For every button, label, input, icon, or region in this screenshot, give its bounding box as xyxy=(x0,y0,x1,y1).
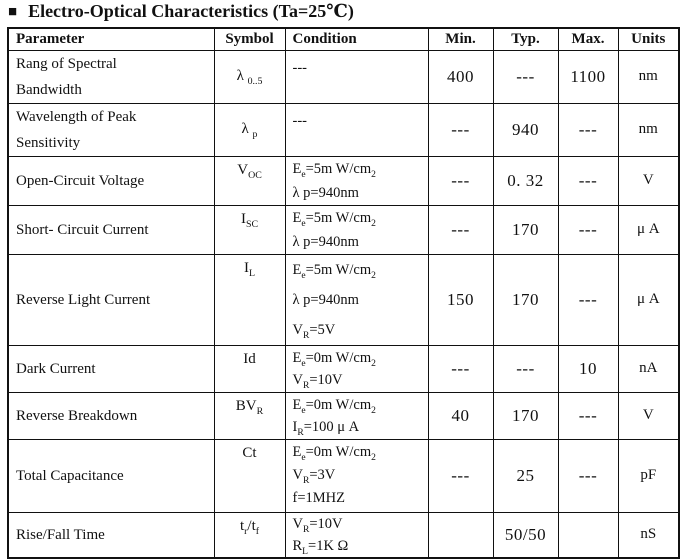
header-units: Units xyxy=(618,28,679,50)
min-cell: --- xyxy=(428,439,493,512)
param-cell: Open-Circuit Voltage xyxy=(8,156,214,205)
table-row xyxy=(8,205,679,254)
typ-cell: --- xyxy=(493,50,558,103)
units-cell: nA xyxy=(618,345,679,392)
typ-cell: 940 xyxy=(493,103,558,156)
symbol-cell: $I_{SC}$ xyxy=(214,205,285,254)
section-bullet-icon: ■ xyxy=(8,4,18,20)
max-cell: --- xyxy=(558,156,618,205)
units-cell: nS xyxy=(618,512,679,558)
min-cell: --- xyxy=(428,103,493,156)
symbol-cell: λ $_{0..5}$ xyxy=(214,50,285,103)
min-cell: --- xyxy=(428,156,493,205)
max-cell xyxy=(558,512,618,558)
units-cell: nm xyxy=(618,103,679,156)
typ-cell: 50/50 xyxy=(493,512,558,558)
param-cell: Rang of Spectral Bandwidth xyxy=(8,50,214,103)
electro-optical-characteristics-table xyxy=(7,27,680,559)
table-row xyxy=(8,156,679,205)
units-cell: nm xyxy=(618,50,679,103)
min-cell: --- xyxy=(428,205,493,254)
param-cell: Total Capacitance xyxy=(8,439,214,512)
section-title xyxy=(8,1,354,22)
max-cell: --- xyxy=(558,392,618,439)
param-cell: Short- Circuit Current xyxy=(8,205,214,254)
units-cell: μ A xyxy=(618,205,679,254)
table-row xyxy=(8,439,679,512)
condition-cell: $E_e=5m$ $W/cm_2$ λ p=940nm $V_R=5V$ xyxy=(285,254,428,345)
table-row xyxy=(8,512,679,558)
table-row xyxy=(8,254,679,345)
max-cell: --- xyxy=(558,254,618,345)
max-cell: --- xyxy=(558,205,618,254)
max-cell: --- xyxy=(558,439,618,512)
condition-cell: $V_R=10V$ $R_L=1K$ Ω xyxy=(285,512,428,558)
condition-cell: $E_e=5m$ $W/cm_2$ λ p=940nm xyxy=(285,205,428,254)
param-cell: Wavelength of Peak Sensitivity xyxy=(8,103,214,156)
min-cell: 40 xyxy=(428,392,493,439)
typ-cell: 25 xyxy=(493,439,558,512)
condition-cell: $E_e=0m$ $W/cm_2$ $V_R=3V$ f=1MHZ xyxy=(285,439,428,512)
condition-cell: $E_e=0m$ $W/cm_2$ $I_R=100$ μ A xyxy=(285,392,428,439)
typ-cell: 170 xyxy=(493,254,558,345)
symbol-cell: Ct xyxy=(214,439,285,512)
min-cell: 400 xyxy=(428,50,493,103)
symbol-cell: λ $_p$ xyxy=(214,103,285,156)
param-cell: Reverse Breakdown xyxy=(8,392,214,439)
header-typ: Typ. xyxy=(493,28,558,50)
units-cell: pF xyxy=(618,439,679,512)
param-cell: Dark Current xyxy=(8,345,214,392)
symbol-cell: $t_r/t_f$ xyxy=(214,512,285,558)
max-cell: 10 xyxy=(558,345,618,392)
header-min: Min. xyxy=(428,28,493,50)
condition-cell: --- xyxy=(285,50,428,103)
header-max: Max. xyxy=(558,28,618,50)
symbol-cell: $V_{OC}$ xyxy=(214,156,285,205)
header-row xyxy=(8,28,679,50)
table-row xyxy=(8,345,679,392)
max-cell: 1100 xyxy=(558,50,618,103)
min-cell: 150 xyxy=(428,254,493,345)
typ-cell: 0. 32 xyxy=(493,156,558,205)
param-cell: Reverse Light Current xyxy=(8,254,214,345)
condition-cell: --- xyxy=(285,103,428,156)
typ-cell: --- xyxy=(493,345,558,392)
units-cell: V xyxy=(618,156,679,205)
max-cell: --- xyxy=(558,103,618,156)
units-cell: μ A xyxy=(618,254,679,345)
table-row xyxy=(8,392,679,439)
min-cell xyxy=(428,512,493,558)
typ-cell: 170 xyxy=(493,392,558,439)
header-symbol: Symbol xyxy=(214,28,285,50)
header-parameter: Parameter xyxy=(8,28,214,50)
header-condition: Condition xyxy=(285,28,428,50)
typ-cell: 170 xyxy=(493,205,558,254)
condition-cell: $E_e=5m$ $W/cm_2$ λ p=940nm xyxy=(285,156,428,205)
section-title-text: Electro-Optical Characteristics (Ta=25℃) xyxy=(28,1,354,21)
param-cell: Rise/Fall Time xyxy=(8,512,214,558)
symbol-cell: Id xyxy=(214,345,285,392)
condition-cell: $E_e=0m$ $W/cm_2$ $V_R=10V$ xyxy=(285,345,428,392)
min-cell: --- xyxy=(428,345,493,392)
units-cell: V xyxy=(618,392,679,439)
table-row xyxy=(8,103,679,156)
table-row xyxy=(8,50,679,103)
symbol-cell: $I_L$ xyxy=(214,254,285,345)
symbol-cell: $BV_R$ xyxy=(214,392,285,439)
